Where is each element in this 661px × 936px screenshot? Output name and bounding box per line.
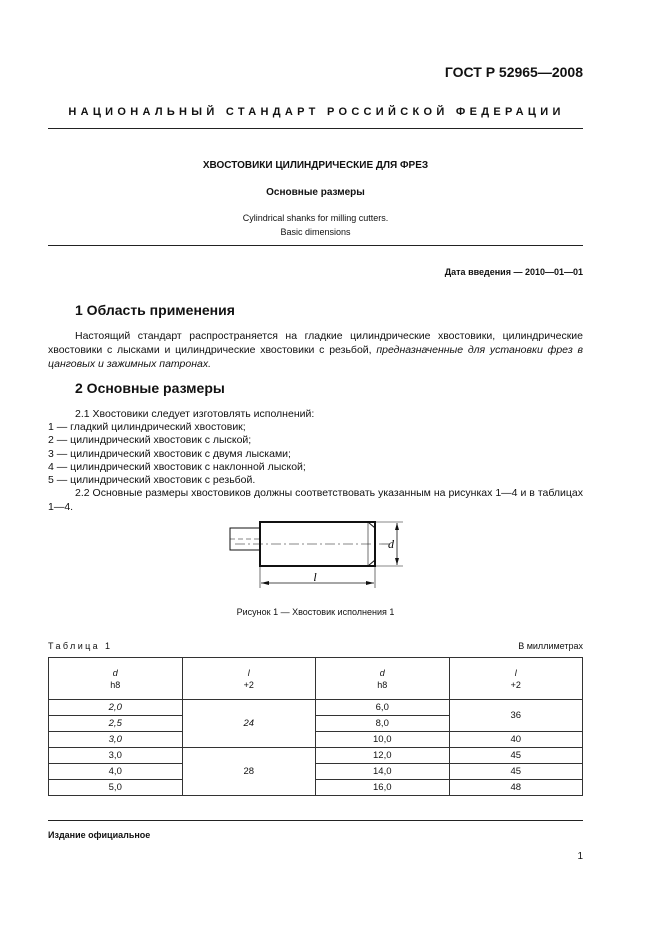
list-item: 2 — цилиндрический хвостовик с лыской; <box>48 434 252 447</box>
list-item: 4 — цилиндрический хвостовик с наклонной лыской; <box>48 460 306 473</box>
label-l: l <box>313 570 317 584</box>
edition-note: Издание официальное <box>48 830 151 840</box>
arrow-right <box>366 581 374 585</box>
section-2-heading: 2 Основные размеры <box>75 380 225 396</box>
doc-title: ХВОСТОВИКИ ЦИЛИНДРИЧЕСКИЕ ДЛЯ ФРЕЗ <box>202 160 429 171</box>
clause-2-2: 2.2 Основные размеры хвостовиков должны соответствовать указанным на рисунках 1—4 и в таблицах 1—4. <box>48 487 583 513</box>
table-cell: 8,0 <box>316 716 450 732</box>
section-1-heading: 1 Область применения <box>75 302 235 318</box>
header-cell: l +2 <box>449 658 583 700</box>
top-rule <box>48 128 583 129</box>
header-cell: l +2 <box>182 658 316 700</box>
section-1-text <box>48 330 583 371</box>
arrow-up <box>395 523 399 530</box>
clause-2-1: 2.1 Хвостовики следует изготовлять исполнений: <box>75 408 315 420</box>
table-units: В миллиметрах <box>518 641 583 651</box>
table-cell: 2,0 <box>49 700 183 716</box>
figure-caption: Рисунок 1 — Хвостовик исполнения 1 <box>236 607 395 617</box>
doc-subtitle: Основные размеры <box>266 187 365 198</box>
header-cell: d h8 <box>49 658 183 700</box>
table-cell: 48 <box>449 780 583 796</box>
execution-list <box>48 408 583 487</box>
national-standard-banner: НАЦИОНАЛЬНЫЙ СТАНДАРТ РОССИЙСКОЙ ФЕДЕРАЦИИ <box>68 106 565 118</box>
title-rule <box>48 245 583 246</box>
header-cell: d h8 <box>316 658 450 700</box>
table-header-row <box>49 658 583 700</box>
table-row <box>49 780 583 796</box>
table-label: Таблица 1 <box>48 641 113 651</box>
table-cell: 3,0 <box>49 732 183 748</box>
table-row <box>49 748 583 764</box>
arrow-left <box>261 581 269 585</box>
table-cell: 5,0 <box>49 780 183 796</box>
doc-title-en: Cylindrical shanks for milling cutters. <box>242 213 389 223</box>
table-cell: 6,0 <box>316 700 450 716</box>
intro-date: Дата введения — 2010—01—01 <box>444 267 583 277</box>
arrow-down <box>395 558 399 565</box>
shank-drawing <box>225 515 415 595</box>
table-cell: 12,0 <box>316 748 450 764</box>
table-cell: 45 <box>449 748 583 764</box>
list-item: 3 — цилиндрический хвостовик с двумя лысками; <box>48 447 291 460</box>
standard-code: ГОСТ Р 52965—2008 <box>444 64 583 80</box>
table-row <box>49 700 583 716</box>
table-cell: 4,0 <box>49 764 183 780</box>
doc-subtitle-en: Basic dimensions <box>280 227 351 237</box>
table-cell: 36 <box>449 700 583 732</box>
list-item: 1 — гладкий цилиндрический хвостовик; <box>48 421 246 434</box>
table-cell: 10,0 <box>316 732 450 748</box>
dimensions-table <box>48 657 583 796</box>
page-number: 1 <box>577 851 583 862</box>
table-row <box>49 764 583 780</box>
table-cell: 14,0 <box>316 764 450 780</box>
section-1-text-italic: предназначенные для установки фрез в цанговых и зажимных патронах. <box>48 343 584 370</box>
table-cell: 2,5 <box>49 716 183 732</box>
table-cell: 45 <box>449 764 583 780</box>
table-cell: 40 <box>449 732 583 748</box>
list-item: 5 — цилиндрический хвостовик с резьбой. <box>48 474 256 487</box>
label-d: d <box>388 537 394 551</box>
table-cell: 16,0 <box>316 780 450 796</box>
footer-rule <box>48 820 583 821</box>
table-cell: 24 <box>182 700 316 748</box>
table-cell: 3,0 <box>49 748 183 764</box>
section-1-text-main: Настоящий стандарт распространяется на гладкие цилиндрические хвостовики, цилиндрические хвостовики с лысками и цилиндрические хвостовики с резьбой, <box>48 330 583 356</box>
table-row <box>49 732 583 748</box>
table-cell: 28 <box>182 748 316 796</box>
